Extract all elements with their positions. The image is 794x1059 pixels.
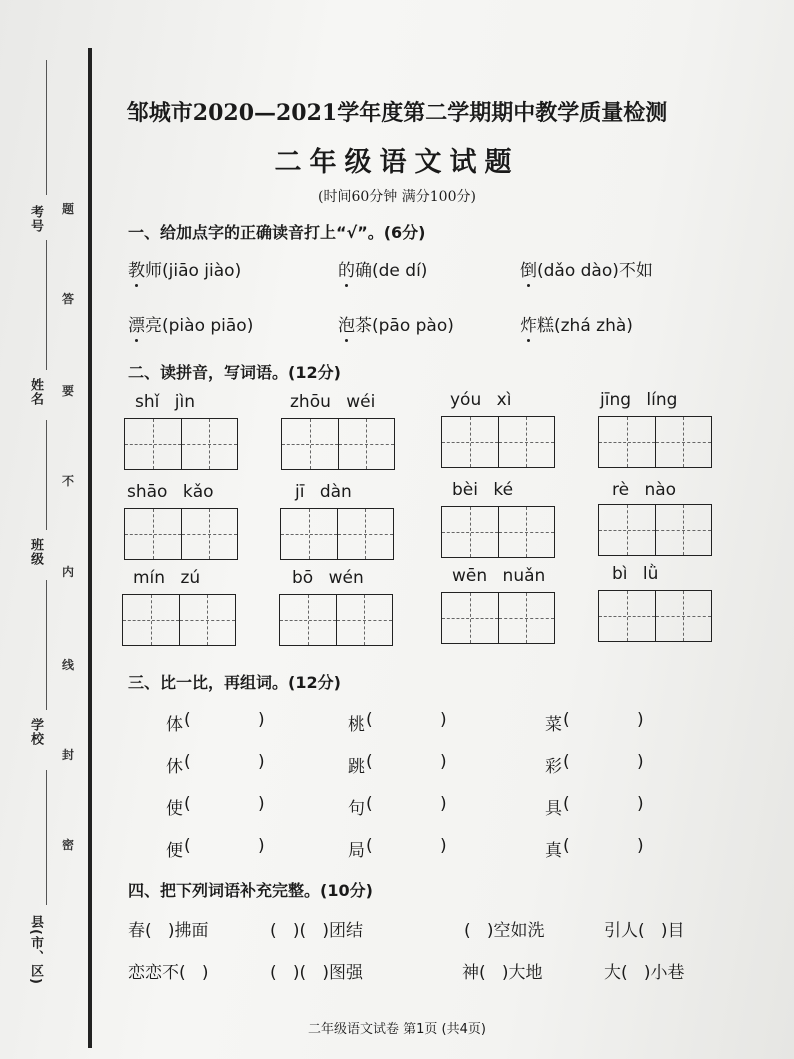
seal-char: 密 xyxy=(62,838,75,852)
class-line xyxy=(46,420,47,530)
q3-item: 便 ( ) xyxy=(166,836,265,861)
county-label: 县(市、区) xyxy=(28,915,43,985)
q4-item: 神( )大地 xyxy=(462,963,543,983)
pinyin-label: bō wén xyxy=(292,568,364,588)
pinyin-label: bì lǜ xyxy=(612,564,659,584)
q3-item: 休 ( ) xyxy=(166,752,265,777)
pinyin-label: wēn nuǎn xyxy=(452,566,546,586)
school-line xyxy=(46,580,47,710)
q2-heading: 二、读拼音，写词语。(12分) xyxy=(128,363,341,382)
q3-item: 彩 ( ) xyxy=(545,752,644,777)
q1-item: 倒(dǎo dào)不如 xyxy=(520,261,653,281)
exam-number-label: 考号 xyxy=(28,205,43,233)
q3-item: 体 ( ) xyxy=(166,710,265,735)
seal-char: 线 xyxy=(62,658,75,672)
q3-heading: 三、比一比，再组词。(12分) xyxy=(128,673,341,692)
pinyin-label: mín zú xyxy=(133,568,201,588)
q1-item: 炸糕(zhá zhà) xyxy=(520,316,633,336)
exam-title: 邹城市2020—2021学年度第二学期期中教学质量检测 xyxy=(126,100,668,126)
q3-item: 具 ( ) xyxy=(545,794,644,819)
q3-item: 局 ( ) xyxy=(348,836,447,861)
q4-item: ( )( )图强 xyxy=(270,963,363,983)
name-line xyxy=(46,240,47,370)
q3-item: 桃 ( ) xyxy=(348,710,447,735)
q3-item: 真 ( ) xyxy=(545,836,644,861)
pinyin-label: yóu xì xyxy=(450,390,512,410)
pinyin-label: bèi ké xyxy=(452,480,514,500)
writing-grid[interactable] xyxy=(598,590,712,642)
q1-item: 教师(jiāo jiào) xyxy=(128,261,242,281)
name-label: 姓名 xyxy=(28,378,43,406)
q1-item: 泡茶(pāo pào) xyxy=(338,316,454,336)
q4-heading: 四、把下列词语补充完整。(10分) xyxy=(128,881,373,900)
writing-grid[interactable] xyxy=(441,592,555,644)
school-label: 学校 xyxy=(28,718,43,746)
pinyin-label: zhōu wéi xyxy=(290,392,376,412)
pinyin-label: shāo kǎo xyxy=(127,482,214,502)
q3-item: 菜 ( ) xyxy=(545,710,644,735)
pinyin-label: jī dàn xyxy=(295,482,352,502)
writing-grid[interactable] xyxy=(441,416,555,468)
seal-char: 不 xyxy=(62,474,75,488)
q3-item: 句 ( ) xyxy=(348,794,447,819)
writing-grid[interactable] xyxy=(280,508,394,560)
seal-char: 题 xyxy=(62,202,75,216)
seal-char: 要 xyxy=(62,384,75,398)
q4-item: 大( )小巷 xyxy=(604,963,685,983)
exam-subtitle: 二年级语文试题 xyxy=(274,147,520,178)
q1-item: 的确(de dí) xyxy=(338,261,428,281)
q3-item: 跳 ( ) xyxy=(348,752,447,777)
seal-char: 内 xyxy=(62,565,75,579)
page-footer: 二年级语文试卷 第1页 (共4页) xyxy=(308,1022,486,1037)
time-info: (时间60分钟 满分100分) xyxy=(318,189,476,205)
writing-grid[interactable] xyxy=(124,508,238,560)
q4-item: ( )空如洗 xyxy=(464,921,545,941)
q4-item: ( )( )团结 xyxy=(270,921,363,941)
pinyin-label: rè nào xyxy=(612,480,677,500)
county-line xyxy=(46,770,47,905)
writing-grid[interactable] xyxy=(598,416,712,468)
class-label: 班级 xyxy=(28,538,43,566)
seal-char: 答 xyxy=(62,292,75,306)
writing-grid[interactable] xyxy=(281,418,395,470)
writing-grid[interactable] xyxy=(124,418,238,470)
q4-item: 春( )拂面 xyxy=(128,921,209,941)
q4-item: 引人( )目 xyxy=(604,921,685,941)
pinyin-label: jīng líng xyxy=(600,390,678,410)
q1-item: 漂亮(piào piāo) xyxy=(128,316,254,336)
pinyin-label: shǐ jìn xyxy=(135,392,195,412)
writing-grid[interactable] xyxy=(279,594,393,646)
q4-item: 恋恋不( ) xyxy=(128,963,209,983)
writing-grid[interactable] xyxy=(441,506,555,558)
writing-grid[interactable] xyxy=(122,594,236,646)
q3-item: 使 ( ) xyxy=(166,794,265,819)
seal-char: 封 xyxy=(62,748,75,762)
writing-grid[interactable] xyxy=(598,504,712,556)
q1-heading: 一、给加点字的正确读音打上“√”。(6分) xyxy=(128,223,426,242)
